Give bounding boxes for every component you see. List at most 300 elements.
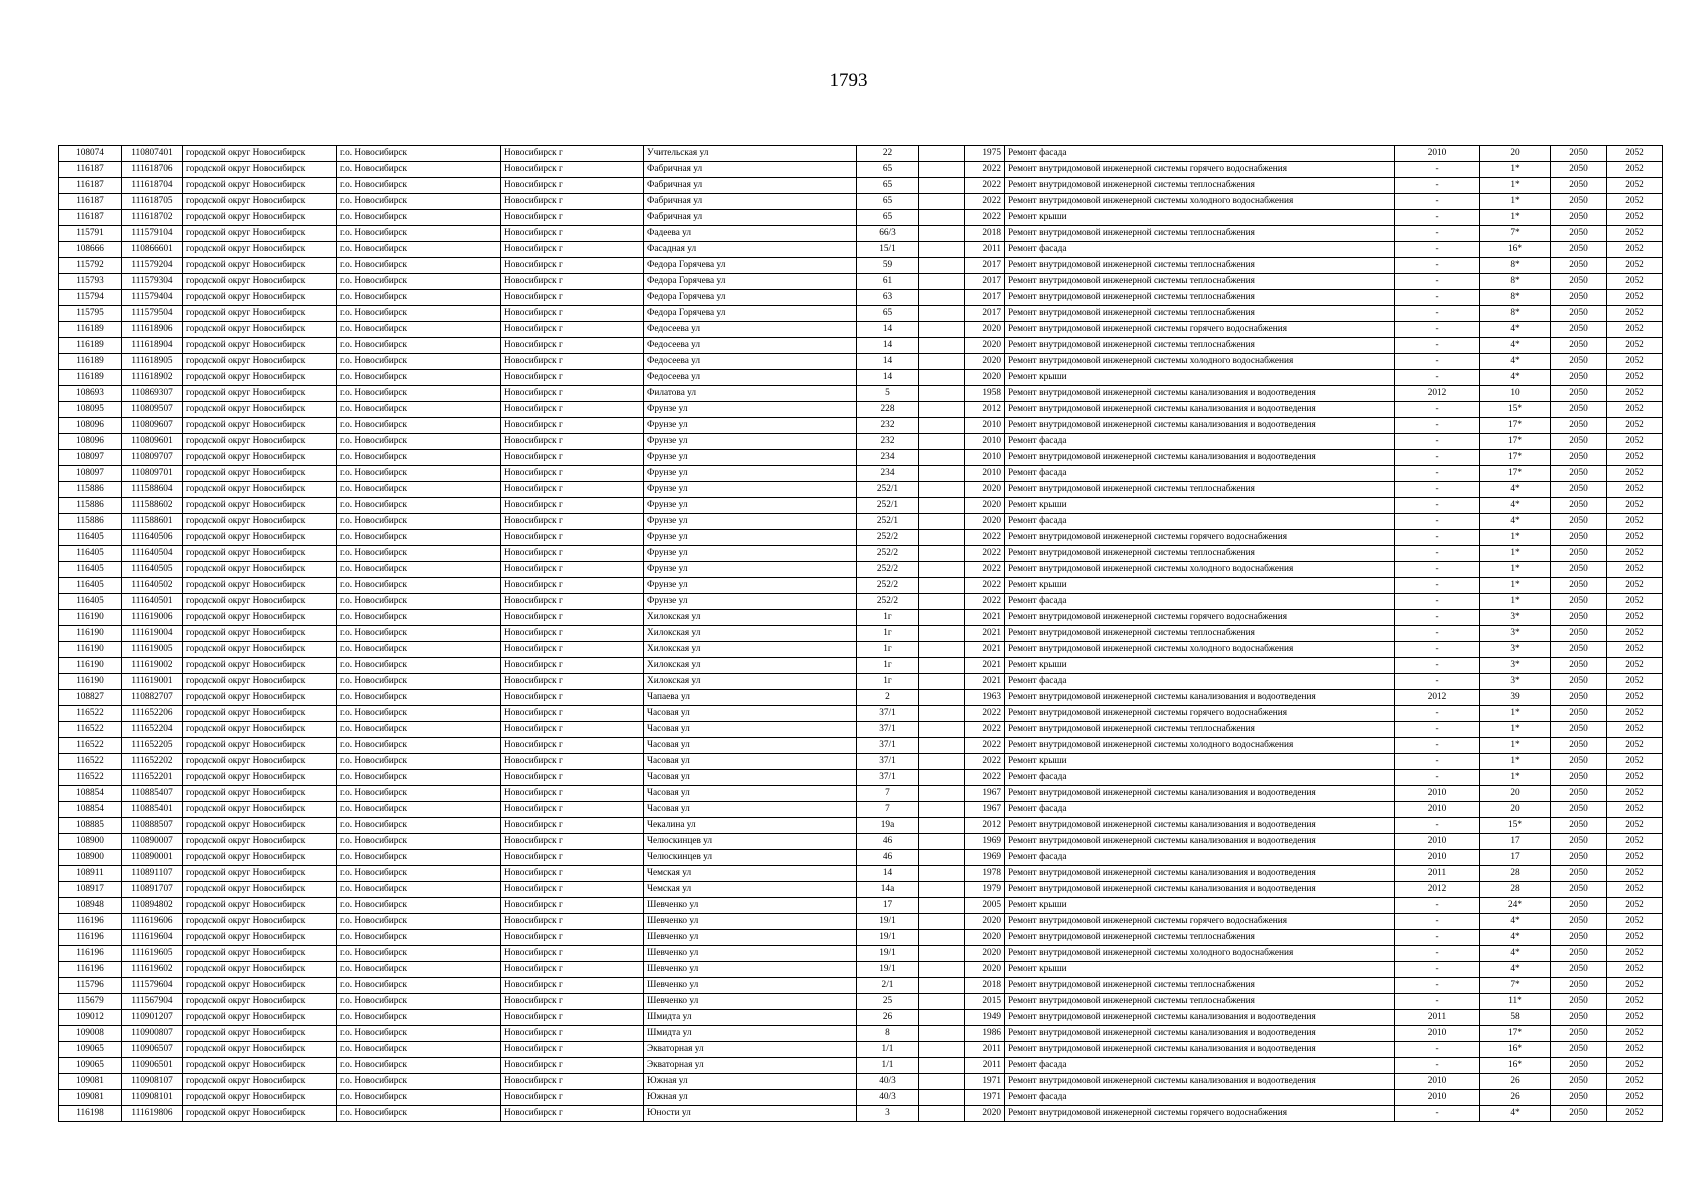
- cell-house-number: 252/2: [857, 594, 919, 610]
- cell-municipal-entity: г.о. Новосибирск: [337, 914, 501, 930]
- table-row: [59, 1106, 1663, 1122]
- cell-municipality: городской округ Новосибирск: [183, 738, 337, 754]
- cell-house-id: 116190: [59, 658, 122, 674]
- cell-municipal-entity: г.о. Новосибирск: [337, 722, 501, 738]
- cell-building: [919, 866, 965, 882]
- cell-wear: 4*: [1480, 370, 1551, 386]
- cell-building: [919, 802, 965, 818]
- cell-plan-end-year: 2052: [1607, 722, 1663, 738]
- cell-work-id: 110809507: [122, 402, 183, 418]
- cell-building: [919, 706, 965, 722]
- cell-work-type: Ремонт внутридомовой инженерной системы холодного водоснабжения: [1005, 738, 1395, 754]
- cell-work-type: Ремонт фасада: [1005, 770, 1395, 786]
- cell-municipal-entity: г.о. Новосибирск: [337, 754, 501, 770]
- cell-plan-start-year: 2050: [1551, 482, 1607, 498]
- cell-work-type: Ремонт внутридомовой инженерной системы канализования и водоотведения: [1005, 866, 1395, 882]
- cell-house-id: 115793: [59, 274, 122, 290]
- table-row: [59, 754, 1663, 770]
- cell-wear: 15*: [1480, 402, 1551, 418]
- cell-city: Новосибирск г: [501, 482, 644, 498]
- cell-city: Новосибирск г: [501, 514, 644, 530]
- cell-work-id: 110908107: [122, 1074, 183, 1090]
- table-row: [59, 146, 1663, 162]
- cell-building: [919, 1074, 965, 1090]
- table-row: [59, 466, 1663, 482]
- cell-work-id: 111619005: [122, 642, 183, 658]
- cell-house-number: 65: [857, 210, 919, 226]
- cell-municipality: городской округ Новосибирск: [183, 626, 337, 642]
- cell-house-number: 252/2: [857, 546, 919, 562]
- cell-work-id: 110809601: [122, 434, 183, 450]
- cell-work-id: 111579504: [122, 306, 183, 322]
- cell-municipal-entity: г.о. Новосибирск: [337, 338, 501, 354]
- cell-plan-end-year: 2052: [1607, 482, 1663, 498]
- cell-city: Новосибирск г: [501, 610, 644, 626]
- cell-wear: 1*: [1480, 738, 1551, 754]
- cell-work-type: Ремонт внутридомовой инженерной системы канализования и водоотведения: [1005, 818, 1395, 834]
- cell-work-id: 111640504: [122, 546, 183, 562]
- cell-plan-end-year: 2052: [1607, 450, 1663, 466]
- cell-construction-year: 2020: [965, 482, 1005, 498]
- cell-work-id: 111579404: [122, 290, 183, 306]
- cell-building: [919, 258, 965, 274]
- cell-building: [919, 162, 965, 178]
- cell-wear: 20: [1480, 786, 1551, 802]
- cell-work-type: Ремонт внутридомовой инженерной системы канализования и водоотведения: [1005, 834, 1395, 850]
- cell-house-number: 37/1: [857, 706, 919, 722]
- cell-city: Новосибирск г: [501, 178, 644, 194]
- cell-work-type: Ремонт внутридомовой инженерной системы канализования и водоотведения: [1005, 882, 1395, 898]
- cell-work-id: 111618705: [122, 194, 183, 210]
- cell-city: Новосибирск г: [501, 1042, 644, 1058]
- cell-municipality: городской округ Новосибирск: [183, 322, 337, 338]
- cell-municipality: городской округ Новосибирск: [183, 498, 337, 514]
- cell-construction-year: 2017: [965, 258, 1005, 274]
- cell-work-type: Ремонт фасада: [1005, 850, 1395, 866]
- cell-street: Юности ул: [644, 1106, 857, 1122]
- cell-plan-end-year: 2052: [1607, 786, 1663, 802]
- cell-plan-start-year: 2050: [1551, 514, 1607, 530]
- cell-work-type: Ремонт крыши: [1005, 658, 1395, 674]
- cell-building: [919, 578, 965, 594]
- cell-plan-end-year: 2052: [1607, 658, 1663, 674]
- cell-plan-start-year: 2050: [1551, 818, 1607, 834]
- cell-street: Чапаева ул: [644, 690, 857, 706]
- cell-work-type: Ремонт фасада: [1005, 466, 1395, 482]
- cell-building: [919, 466, 965, 482]
- cell-plan-end-year: 2052: [1607, 370, 1663, 386]
- cell-wear: 1*: [1480, 530, 1551, 546]
- cell-street: Федора Горячева ул: [644, 274, 857, 290]
- cell-last-repair-year: -: [1395, 306, 1480, 322]
- cell-city: Новосибирск г: [501, 258, 644, 274]
- cell-municipal-entity: г.о. Новосибирск: [337, 866, 501, 882]
- cell-construction-year: 2022: [965, 754, 1005, 770]
- cell-work-id: 110809607: [122, 418, 183, 434]
- cell-plan-end-year: 2052: [1607, 594, 1663, 610]
- cell-construction-year: 2010: [965, 434, 1005, 450]
- cell-construction-year: 2012: [965, 402, 1005, 418]
- table-row: [59, 386, 1663, 402]
- cell-work-type: Ремонт внутридомовой инженерной системы холодного водоснабжения: [1005, 946, 1395, 962]
- cell-house-id: 109012: [59, 1010, 122, 1026]
- cell-work-id: 110882707: [122, 690, 183, 706]
- cell-plan-end-year: 2052: [1607, 1010, 1663, 1026]
- cell-municipal-entity: г.о. Новосибирск: [337, 818, 501, 834]
- cell-plan-end-year: 2052: [1607, 226, 1663, 242]
- cell-construction-year: 2022: [965, 722, 1005, 738]
- cell-city: Новосибирск г: [501, 898, 644, 914]
- cell-wear: 4*: [1480, 914, 1551, 930]
- cell-house-id: 109081: [59, 1090, 122, 1106]
- cell-municipal-entity: г.о. Новосибирск: [337, 674, 501, 690]
- cell-municipal-entity: г.о. Новосибирск: [337, 690, 501, 706]
- cell-street: Фабричная ул: [644, 194, 857, 210]
- cell-street: Фрунзе ул: [644, 418, 857, 434]
- table-row: [59, 274, 1663, 290]
- cell-work-type: Ремонт внутридомовой инженерной системы теплоснабжения: [1005, 290, 1395, 306]
- cell-wear: 8*: [1480, 274, 1551, 290]
- cell-last-repair-year: 2012: [1395, 882, 1480, 898]
- cell-wear: 10: [1480, 386, 1551, 402]
- cell-city: Новосибирск г: [501, 146, 644, 162]
- cell-last-repair-year: 2010: [1395, 1026, 1480, 1042]
- cell-work-id: 111579604: [122, 978, 183, 994]
- cell-plan-end-year: 2052: [1607, 274, 1663, 290]
- cell-street: Хилокская ул: [644, 674, 857, 690]
- cell-house-id: 108097: [59, 466, 122, 482]
- cell-wear: 4*: [1480, 322, 1551, 338]
- cell-work-id: 111652201: [122, 770, 183, 786]
- cell-house-id: 115886: [59, 498, 122, 514]
- cell-work-type: Ремонт внутридомовой инженерной системы теплоснабжения: [1005, 274, 1395, 290]
- cell-street: Часовая ул: [644, 786, 857, 802]
- cell-city: Новосибирск г: [501, 498, 644, 514]
- cell-house-number: 40/3: [857, 1090, 919, 1106]
- cell-house-number: 234: [857, 466, 919, 482]
- cell-municipal-entity: г.о. Новосибирск: [337, 242, 501, 258]
- cell-building: [919, 530, 965, 546]
- cell-wear: 3*: [1480, 626, 1551, 642]
- cell-plan-end-year: 2052: [1607, 1106, 1663, 1122]
- cell-work-type: Ремонт крыши: [1005, 210, 1395, 226]
- cell-work-type: Ремонт фасада: [1005, 802, 1395, 818]
- cell-city: Новосибирск г: [501, 626, 644, 642]
- cell-wear: 1*: [1480, 706, 1551, 722]
- cell-house-id: 116190: [59, 674, 122, 690]
- cell-municipal-entity: г.о. Новосибирск: [337, 1074, 501, 1090]
- cell-last-repair-year: -: [1395, 514, 1480, 530]
- cell-plan-end-year: 2052: [1607, 562, 1663, 578]
- cell-wear: 8*: [1480, 306, 1551, 322]
- cell-work-type: Ремонт фасада: [1005, 242, 1395, 258]
- cell-house-number: 1/1: [857, 1042, 919, 1058]
- cell-last-repair-year: 2010: [1395, 146, 1480, 162]
- cell-street: Часовая ул: [644, 722, 857, 738]
- cell-construction-year: 2021: [965, 642, 1005, 658]
- cell-municipal-entity: г.о. Новосибирск: [337, 706, 501, 722]
- cell-house-number: 15/1: [857, 242, 919, 258]
- cell-work-id: 110885401: [122, 802, 183, 818]
- cell-house-number: 228: [857, 402, 919, 418]
- cell-municipality: городской округ Новосибирск: [183, 354, 337, 370]
- table-row: [59, 722, 1663, 738]
- cell-house-id: 115792: [59, 258, 122, 274]
- cell-plan-start-year: 2050: [1551, 258, 1607, 274]
- cell-work-type: Ремонт внутридомовой инженерной системы теплоснабжения: [1005, 930, 1395, 946]
- cell-building: [919, 1010, 965, 1026]
- cell-construction-year: 2012: [965, 818, 1005, 834]
- cell-work-type: Ремонт внутридомовой инженерной системы горячего водоснабжения: [1005, 1106, 1395, 1122]
- cell-building: [919, 226, 965, 242]
- cell-street: Часовая ул: [644, 706, 857, 722]
- cell-work-type: Ремонт внутридомовой инженерной системы теплоснабжения: [1005, 978, 1395, 994]
- cell-street: Фадеева ул: [644, 226, 857, 242]
- cell-municipality: городской округ Новосибирск: [183, 1010, 337, 1026]
- cell-house-id: 108917: [59, 882, 122, 898]
- cell-street: Часовая ул: [644, 738, 857, 754]
- cell-last-repair-year: 2010: [1395, 834, 1480, 850]
- cell-plan-end-year: 2052: [1607, 770, 1663, 786]
- cell-work-type: Ремонт внутридомовой инженерной системы горячего водоснабжения: [1005, 914, 1395, 930]
- cell-construction-year: 1986: [965, 1026, 1005, 1042]
- table-row: [59, 690, 1663, 706]
- table-row: [59, 530, 1663, 546]
- cell-construction-year: 2021: [965, 610, 1005, 626]
- cell-building: [919, 322, 965, 338]
- cell-wear: 16*: [1480, 1058, 1551, 1074]
- cell-municipality: городской округ Новосибирск: [183, 642, 337, 658]
- cell-wear: 3*: [1480, 658, 1551, 674]
- cell-street: Хилокская ул: [644, 610, 857, 626]
- cell-house-number: 65: [857, 194, 919, 210]
- cell-house-number: 5: [857, 386, 919, 402]
- cell-municipality: городской округ Новосибирск: [183, 1042, 337, 1058]
- cell-plan-end-year: 2052: [1607, 930, 1663, 946]
- table-row: [59, 1090, 1663, 1106]
- cell-city: Новосибирск г: [501, 850, 644, 866]
- cell-municipality: городской округ Новосибирск: [183, 1090, 337, 1106]
- cell-municipality: городской округ Новосибирск: [183, 946, 337, 962]
- cell-street: Федосеева ул: [644, 370, 857, 386]
- cell-municipality: городской округ Новосибирск: [183, 370, 337, 386]
- cell-last-repair-year: -: [1395, 466, 1480, 482]
- cell-city: Новосибирск г: [501, 658, 644, 674]
- cell-work-id: 110890007: [122, 834, 183, 850]
- table-row: [59, 578, 1663, 594]
- cell-construction-year: 2020: [965, 914, 1005, 930]
- cell-city: Новосибирск г: [501, 242, 644, 258]
- cell-plan-end-year: 2052: [1607, 466, 1663, 482]
- cell-house-number: 61: [857, 274, 919, 290]
- cell-last-repair-year: -: [1395, 914, 1480, 930]
- cell-plan-start-year: 2050: [1551, 338, 1607, 354]
- cell-municipality: городской округ Новосибирск: [183, 402, 337, 418]
- cell-wear: 4*: [1480, 338, 1551, 354]
- cell-wear: 1*: [1480, 594, 1551, 610]
- cell-municipality: городской округ Новосибирск: [183, 306, 337, 322]
- cell-construction-year: 2020: [965, 946, 1005, 962]
- cell-work-type: Ремонт фасада: [1005, 1090, 1395, 1106]
- table-row: [59, 994, 1663, 1010]
- registry-body: [59, 146, 1663, 1122]
- cell-construction-year: 2017: [965, 306, 1005, 322]
- cell-municipality: городской округ Новосибирск: [183, 1058, 337, 1074]
- cell-work-type: Ремонт внутридомовой инженерной системы теплоснабжения: [1005, 338, 1395, 354]
- cell-work-type: Ремонт фасада: [1005, 674, 1395, 690]
- cell-plan-end-year: 2052: [1607, 386, 1663, 402]
- cell-work-id: 111618905: [122, 354, 183, 370]
- cell-building: [919, 546, 965, 562]
- cell-work-id: 111579204: [122, 258, 183, 274]
- table-row: [59, 1058, 1663, 1074]
- cell-plan-end-year: 2052: [1607, 1058, 1663, 1074]
- cell-house-number: 8: [857, 1026, 919, 1042]
- cell-work-id: 111652206: [122, 706, 183, 722]
- cell-house-number: 37/1: [857, 738, 919, 754]
- cell-municipality: городской округ Новосибирск: [183, 418, 337, 434]
- table-row: [59, 1074, 1663, 1090]
- cell-wear: 39: [1480, 690, 1551, 706]
- cell-construction-year: 2011: [965, 1058, 1005, 1074]
- cell-last-repair-year: -: [1395, 354, 1480, 370]
- cell-city: Новосибирск г: [501, 642, 644, 658]
- cell-last-repair-year: 2012: [1395, 690, 1480, 706]
- cell-plan-start-year: 2050: [1551, 658, 1607, 674]
- cell-work-id: 111618706: [122, 162, 183, 178]
- cell-wear: 16*: [1480, 242, 1551, 258]
- cell-construction-year: 2011: [965, 1042, 1005, 1058]
- cell-work-id: 110866601: [122, 242, 183, 258]
- table-row: [59, 226, 1663, 242]
- cell-municipal-entity: г.о. Новосибирск: [337, 802, 501, 818]
- cell-work-id: 111640502: [122, 578, 183, 594]
- cell-wear: 4*: [1480, 946, 1551, 962]
- cell-work-type: Ремонт внутридомовой инженерной системы теплоснабжения: [1005, 306, 1395, 322]
- cell-last-repair-year: -: [1395, 402, 1480, 418]
- cell-city: Новосибирск г: [501, 354, 644, 370]
- cell-house-number: 14: [857, 322, 919, 338]
- cell-building: [919, 626, 965, 642]
- cell-last-repair-year: -: [1395, 946, 1480, 962]
- cell-street: Федора Горячева ул: [644, 306, 857, 322]
- cell-plan-start-year: 2050: [1551, 594, 1607, 610]
- cell-municipality: городской округ Новосибирск: [183, 258, 337, 274]
- table-row: [59, 306, 1663, 322]
- table-row: [59, 930, 1663, 946]
- cell-house-number: 19/1: [857, 962, 919, 978]
- cell-house-id: 116190: [59, 610, 122, 626]
- cell-wear: 4*: [1480, 930, 1551, 946]
- cell-street: Фрунзе ул: [644, 594, 857, 610]
- cell-building: [919, 962, 965, 978]
- cell-municipal-entity: г.о. Новосибирск: [337, 498, 501, 514]
- cell-plan-start-year: 2050: [1551, 946, 1607, 962]
- cell-municipality: городской округ Новосибирск: [183, 818, 337, 834]
- cell-work-type: Ремонт внутридомовой инженерной системы канализования и водоотведения: [1005, 402, 1395, 418]
- table-row: [59, 242, 1663, 258]
- cell-work-type: Ремонт крыши: [1005, 578, 1395, 594]
- cell-plan-end-year: 2052: [1607, 978, 1663, 994]
- cell-plan-end-year: 2052: [1607, 882, 1663, 898]
- cell-building: [919, 1042, 965, 1058]
- table-row: [59, 514, 1663, 530]
- cell-work-type: Ремонт внутридомовой инженерной системы канализования и водоотведения: [1005, 1026, 1395, 1042]
- cell-house-id: 116522: [59, 738, 122, 754]
- cell-plan-end-year: 2052: [1607, 850, 1663, 866]
- cell-municipal-entity: г.о. Новосибирск: [337, 1106, 501, 1122]
- cell-city: Новосибирск г: [501, 978, 644, 994]
- cell-municipal-entity: г.о. Новосибирск: [337, 962, 501, 978]
- cell-wear: 3*: [1480, 642, 1551, 658]
- cell-municipality: городской округ Новосибирск: [183, 290, 337, 306]
- cell-city: Новосибирск г: [501, 546, 644, 562]
- cell-last-repair-year: -: [1395, 1042, 1480, 1058]
- cell-city: Новосибирск г: [501, 770, 644, 786]
- cell-street: Фрунзе ул: [644, 402, 857, 418]
- cell-house-number: 46: [857, 834, 919, 850]
- cell-last-repair-year: -: [1395, 210, 1480, 226]
- cell-building: [919, 194, 965, 210]
- cell-plan-start-year: 2050: [1551, 498, 1607, 514]
- cell-house-id: 116187: [59, 178, 122, 194]
- cell-plan-start-year: 2050: [1551, 1090, 1607, 1106]
- cell-plan-start-year: 2050: [1551, 370, 1607, 386]
- cell-work-id: 110809707: [122, 450, 183, 466]
- cell-city: Новосибирск г: [501, 466, 644, 482]
- cell-building: [919, 514, 965, 530]
- cell-wear: 24*: [1480, 898, 1551, 914]
- cell-work-id: 111640505: [122, 562, 183, 578]
- table-row: [59, 594, 1663, 610]
- cell-street: Чемская ул: [644, 882, 857, 898]
- cell-municipal-entity: г.о. Новосибирск: [337, 578, 501, 594]
- cell-last-repair-year: -: [1395, 818, 1480, 834]
- cell-work-id: 111619606: [122, 914, 183, 930]
- cell-municipal-entity: г.о. Новосибирск: [337, 994, 501, 1010]
- cell-construction-year: 2020: [965, 354, 1005, 370]
- cell-last-repair-year: -: [1395, 194, 1480, 210]
- cell-city: Новосибирск г: [501, 962, 644, 978]
- cell-municipality: городской округ Новосибирск: [183, 978, 337, 994]
- cell-municipality: городской округ Новосибирск: [183, 434, 337, 450]
- cell-building: [919, 306, 965, 322]
- cell-municipality: городской округ Новосибирск: [183, 482, 337, 498]
- cell-municipal-entity: г.о. Новосибирск: [337, 530, 501, 546]
- cell-building: [919, 786, 965, 802]
- cell-work-id: 110891107: [122, 866, 183, 882]
- cell-construction-year: 2022: [965, 162, 1005, 178]
- cell-wear: 17: [1480, 834, 1551, 850]
- cell-house-id: 116187: [59, 162, 122, 178]
- cell-house-id: 116522: [59, 706, 122, 722]
- cell-municipal-entity: г.о. Новосибирск: [337, 370, 501, 386]
- cell-building: [919, 274, 965, 290]
- cell-municipal-entity: г.о. Новосибирск: [337, 738, 501, 754]
- table-row: [59, 834, 1663, 850]
- cell-street: Шевченко ул: [644, 930, 857, 946]
- cell-wear: 17*: [1480, 450, 1551, 466]
- cell-construction-year: 1967: [965, 802, 1005, 818]
- cell-wear: 4*: [1480, 514, 1551, 530]
- cell-municipality: городской округ Новосибирск: [183, 802, 337, 818]
- cell-municipality: городской округ Новосибирск: [183, 754, 337, 770]
- cell-house-id: 108097: [59, 450, 122, 466]
- cell-city: Новосибирск г: [501, 802, 644, 818]
- table-row: [59, 546, 1663, 562]
- cell-city: Новосибирск г: [501, 866, 644, 882]
- cell-plan-start-year: 2050: [1551, 834, 1607, 850]
